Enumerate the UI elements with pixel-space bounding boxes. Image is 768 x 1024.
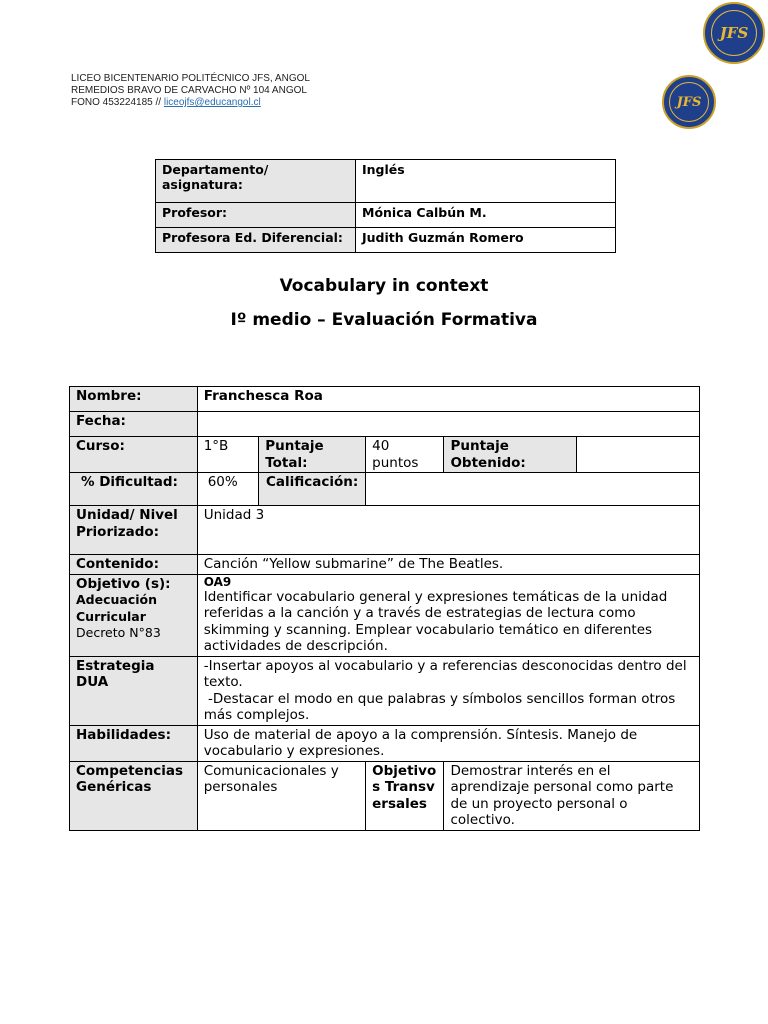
info-label: Profesor:: [156, 203, 356, 228]
estrategia-label: Estrategia DUA: [70, 656, 198, 725]
info-label: Profesora Ed. Diferencial:: [156, 228, 356, 253]
habilidades-value: Uso de material de apoyo a la comprensión. Síntesis. Manejo de vocabulario y expresiones.: [197, 725, 699, 761]
habilidades-label: Habilidades:: [70, 725, 198, 761]
fecha-label: Fecha:: [70, 412, 198, 437]
objetivo-decreto: Decreto N°83: [76, 625, 161, 640]
info-row-department: [156, 160, 616, 203]
estrategia-item: -Destacar el modo en que palabras y símbolos sencillos forman otros más complejos.: [203, 690, 680, 723]
seal-monogram: JFS: [719, 24, 749, 42]
school-name: LICEO BICENTENARIO POLITÉCNICO JFS, ANGOL: [71, 73, 310, 84]
calificacion-label: Calificación:: [259, 473, 366, 506]
dificultad-label: % Dificultad:: [70, 473, 198, 506]
puntaje-total-value: 40 puntos: [366, 437, 444, 473]
seal-monogram: JFS: [676, 94, 702, 110]
school-address: REMEDIOS BRAVO DE CARVACHO Nº 104 ANGOL: [71, 85, 307, 96]
school-phone: FONO 453224185 //: [71, 97, 162, 108]
row-fecha: [70, 412, 700, 437]
row-competencias: [70, 761, 700, 830]
row-unidad: [70, 506, 700, 555]
contenido-value: Canción “Yellow submarine” de The Beatles.: [197, 555, 699, 575]
fecha-value: [197, 412, 699, 437]
contenido-label: Contenido:: [70, 555, 198, 575]
objetivo-value-cell: [197, 574, 699, 656]
unidad-label: Unidad/ Nivel Priorizado:: [70, 506, 198, 555]
dificultad-value: 60%: [197, 473, 258, 506]
info-row-special-ed-teacher: [156, 228, 616, 253]
transversales-value: Demostrar interés en el aprendizaje personal como parte de un proyecto personal o colectivo.: [444, 761, 700, 830]
school-contact: [71, 97, 310, 109]
puntaje-obtenido-label: Puntaje Obtenido:: [444, 437, 576, 473]
estrategia-item: -Insertar apoyos al vocabulario y a referencias desconocidas dentro del texto.: [203, 657, 687, 690]
puntaje-obtenido-value: [576, 437, 699, 473]
puntaje-total-label: Puntaje Total:: [259, 437, 366, 473]
info-value: Mónica Calbún M.: [356, 203, 616, 228]
curso-value: 1°B: [197, 437, 258, 473]
document-subtitle: Iº medio – Evaluación Formativa: [230, 310, 538, 330]
row-nombre: [70, 387, 700, 412]
row-dificultad: [70, 473, 700, 506]
objetivo-code: OA9: [203, 574, 232, 589]
school-info: [71, 73, 310, 109]
objetivo-label-cell: [70, 574, 198, 656]
estrategia-value-cell: [197, 656, 699, 725]
objetivo-label: Objetivo (s):: [76, 575, 171, 592]
curso-label: Curso:: [70, 437, 198, 473]
document-title: Vocabulary in context: [279, 276, 489, 296]
objetivo-value: Identificar vocabulario general y expresiones temáticas de la unidad referidas a la canción y a través de estrategias de lectura como skimming y scanning. Emplear vocabulario temático en diferentes actividades de descripción.: [203, 588, 668, 654]
nombre-label: Nombre:: [70, 387, 198, 412]
row-habilidades: [70, 725, 700, 761]
evaluation-table: [69, 386, 700, 831]
school-email-link[interactable]: liceojfs@educangol.cl: [163, 97, 261, 108]
row-curso: [70, 437, 700, 473]
nombre-value: Franchesca Roa: [197, 387, 699, 412]
info-value: Inglés: [356, 160, 616, 203]
school-seal-logo-small: [662, 75, 716, 129]
info-value: Judith Guzmán Romero: [356, 228, 616, 253]
info-row-teacher: [156, 203, 616, 228]
objetivo-adecuacion: Adecuación Curricular: [76, 592, 158, 624]
unidad-value: Unidad 3: [197, 506, 699, 555]
info-label: Departamento/ asignatura:: [156, 160, 356, 203]
competencias-label: Competencias Genéricas: [70, 761, 198, 830]
row-estrategia: [70, 656, 700, 725]
transversales-label: Objetivos Transversales: [366, 761, 444, 830]
course-info-table: [155, 159, 616, 253]
row-objetivo: [70, 574, 700, 656]
competencias-value: Comunicacionales y personales: [197, 761, 365, 830]
row-contenido: [70, 555, 700, 575]
calificacion-value: [366, 473, 700, 506]
school-seal-logo-large: [703, 2, 765, 64]
